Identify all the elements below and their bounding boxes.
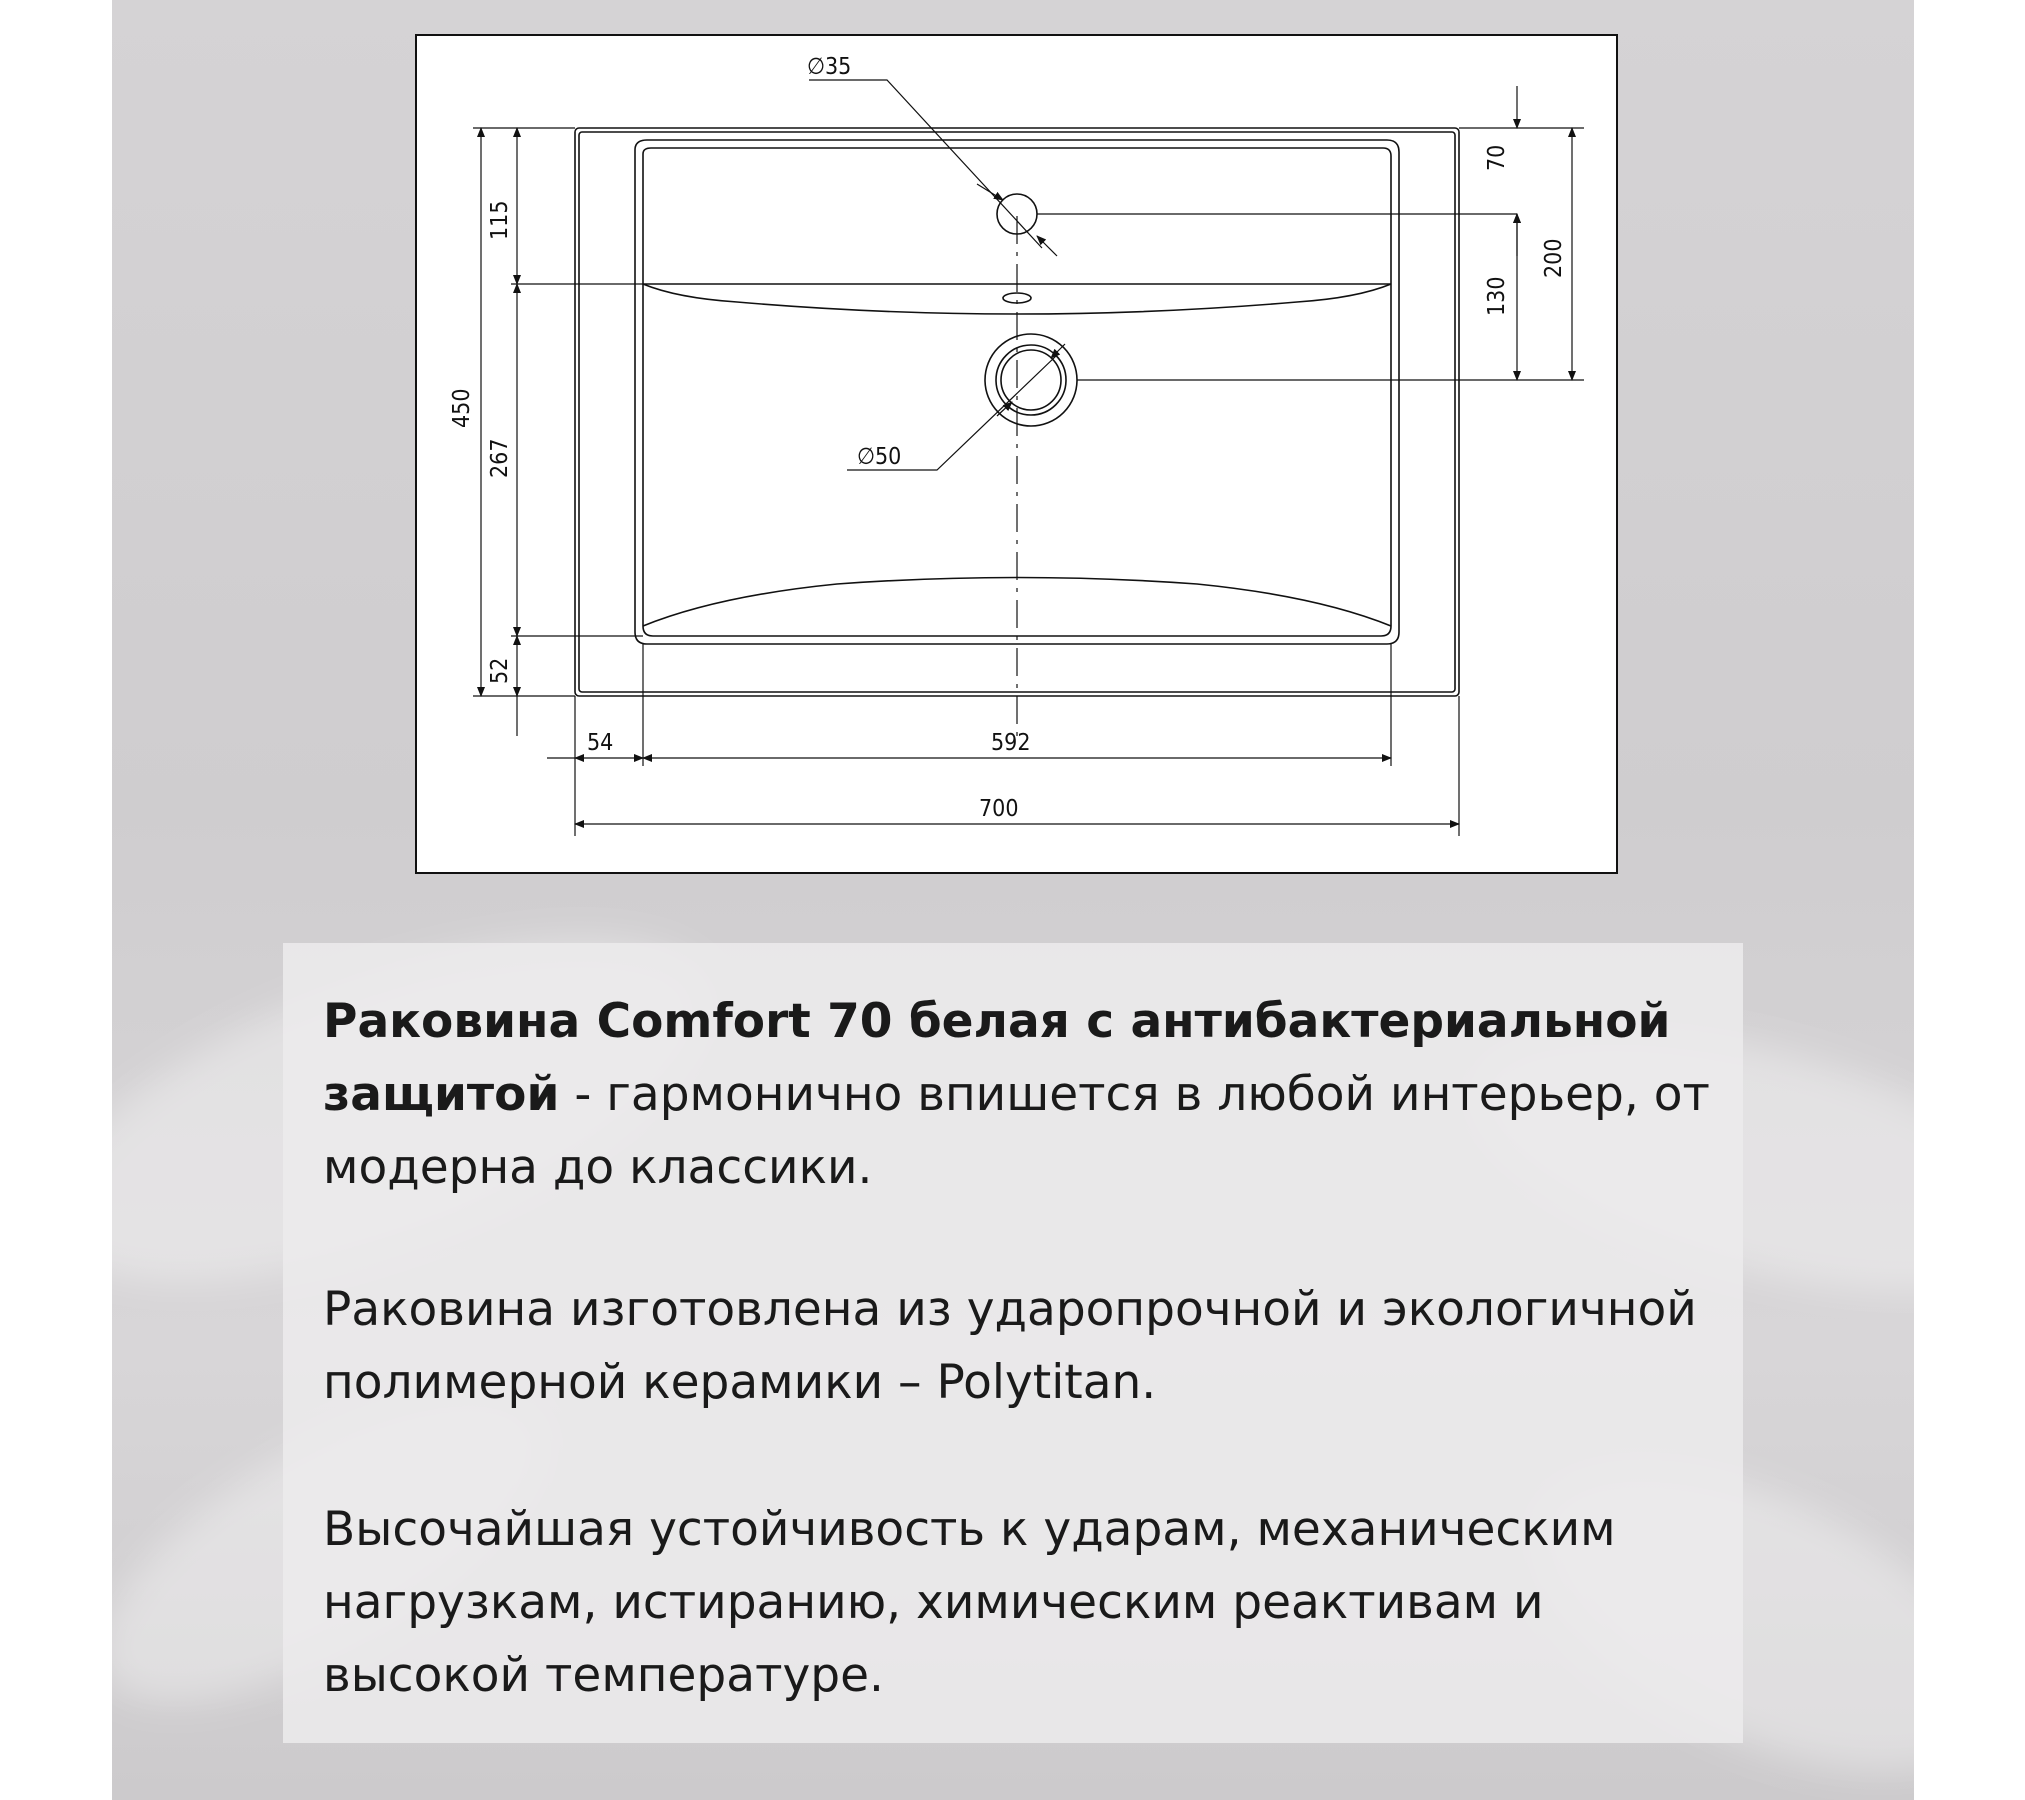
dim-70: 70: [1484, 144, 1510, 171]
description-paragraph-3: Высочайшая устойчивость к ударам, механическим нагрузкам, истиранию, химическим реактивам и высокой температуре.: [323, 1502, 1616, 1703]
dim-54: 54: [587, 730, 614, 756]
dim-130: 130: [1484, 276, 1510, 316]
dim-hole-35: ∅35: [807, 54, 852, 80]
description-paragraph-2: Раковина изготовлена из ударопрочной и экологичной полимерной керамики – Polytitan.: [323, 1282, 1697, 1410]
description-panel: [283, 943, 1743, 1743]
technical-drawing: [415, 34, 1618, 874]
dim-115: 115: [487, 200, 513, 240]
description-paragraph-1: [323, 985, 1723, 1204]
description-intro: - гармонично впишется в любой интерьер, от модерна до классики.: [323, 1067, 1710, 1195]
dim-592: 592: [991, 730, 1031, 756]
sink-drawing-svg: [417, 36, 1620, 876]
dim-267: 267: [487, 438, 513, 478]
dim-450: 450: [449, 388, 475, 428]
dim-200: 200: [1541, 238, 1567, 278]
dim-52: 52: [487, 657, 513, 684]
product-title: Раковина Comfort 70 белая с антибактериальной защитой: [323, 994, 1671, 1122]
dim-drain-50: ∅50: [857, 444, 902, 470]
dim-700: 700: [979, 796, 1019, 822]
